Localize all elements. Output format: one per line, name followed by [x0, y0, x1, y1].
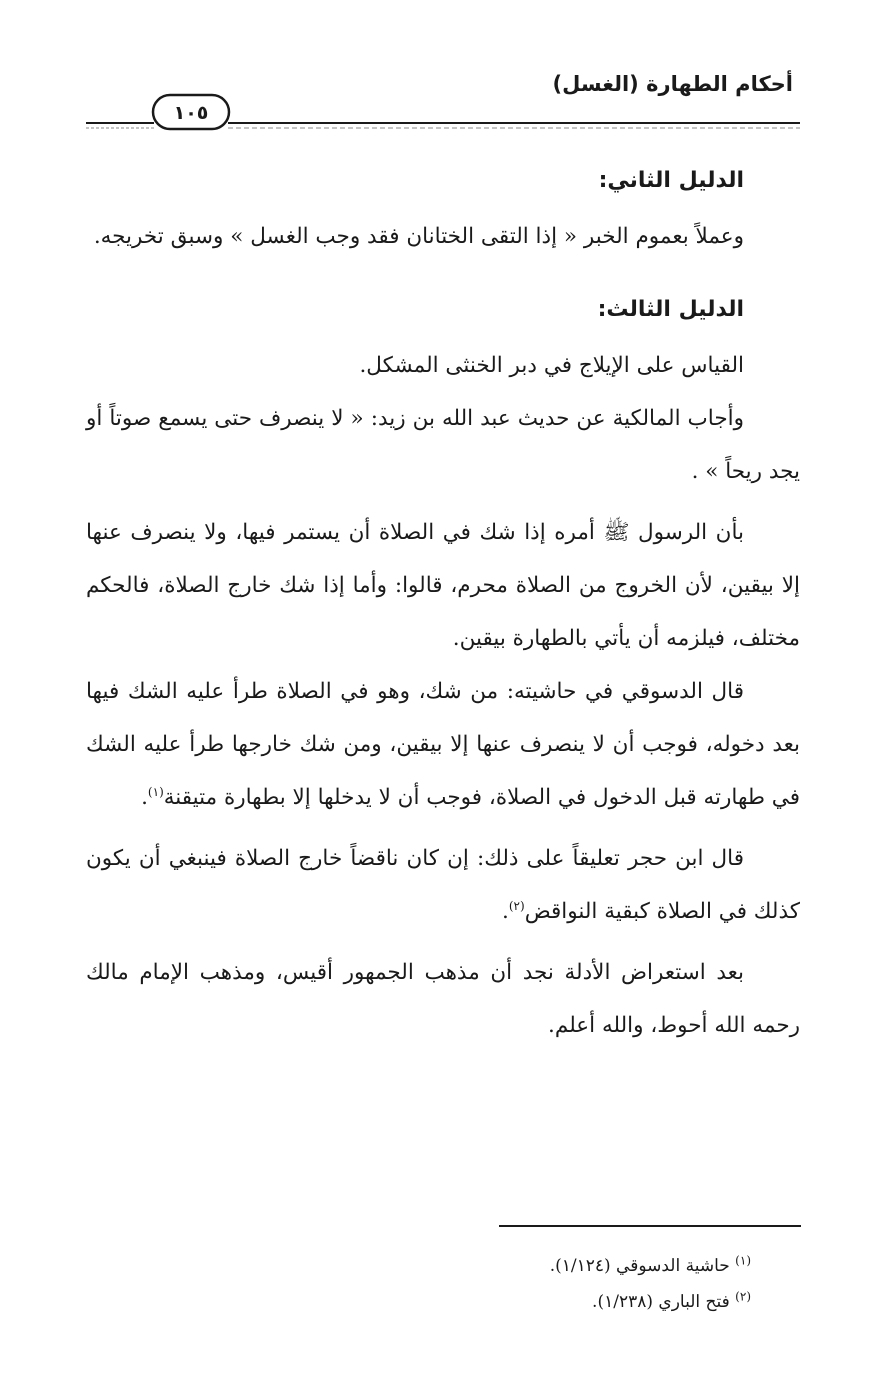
footnote [351, 1248, 751, 1284]
paragraph: القياس على الإيلاج في دبر الخنثى المشكل. [359, 353, 744, 378]
main-text [86, 152, 800, 1052]
paragraph: وأجاب المالكية عن حديث عبد الله بن زيد: « لا ينصرف حتى يسمع صوتاً أو يجد ريحاً » . [86, 406, 800, 484]
heading-second-evidence: الدليل الثاني: [598, 168, 744, 193]
paragraph: بأن الرسول ﷺ أمره إذا شك في الصلاة أن يستمر فيها، ولا ينصرف عنها إلا بيقين، لأن الخروج من الصلاة محرم، قالوا: وأما إذا شك خارج الصلاة، فالحكم مختلف، فيلزمه أن يأتي بالطهارة بيقين. [86, 520, 800, 651]
paragraph: بعد استعراض الأدلة نجد أن مذهب الجمهور أقيس، ومذهب الإمام مالك رحمه الله أحوط، والله أعلم. [86, 960, 800, 1038]
footnote-marker: (٢) [735, 1289, 751, 1304]
footnote [351, 1284, 751, 1320]
paragraph: قال الدسوقي في حاشيته: من شك، وهو في الصلاة طرأ عليه الشك فيها بعد دخوله، فوجب أن لا ينصرف عنها إلا بيقين، ومن شك خارجها طرأ عليه الشك في طهارته قبل الدخول في الصلاة، فوجب أن لا يدخلها إلا بطهارة متيقنة$^{(١)}$. [86, 679, 800, 810]
footnote-marker: (١) [735, 1253, 751, 1268]
heading-third-evidence: الدليل الثالث: [597, 297, 744, 322]
footnote-text: فتح الباري (١/٢٣٨). [592, 1292, 730, 1312]
footnotes [351, 1248, 751, 1320]
footnote-text: حاشية الدسوقي (١/١٢٤). [549, 1256, 730, 1276]
footnote-ref[interactable]: (٢) [508, 898, 525, 913]
running-title: أحكام الطهارة (الغسل) [552, 72, 793, 96]
footnote-separator [499, 1225, 801, 1227]
paragraph-text: قال ابن حجر تعليقاً على ذلك: إن كان ناقضاً خارج الصلاة فينبغي أن يكون كذلك في الصلاة كبقية النواقض [86, 846, 800, 924]
page-number: ١٠٥ [173, 102, 209, 124]
footnote-ref[interactable]: (١) [147, 784, 164, 799]
paragraph: قال ابن حجر تعليقاً على ذلك: إن كان ناقضاً خارج الصلاة فينبغي أن يكون كذلك في الصلاة كبقية النواقض$^{(٢)}$. [86, 846, 800, 924]
paragraph: وعملاً بعموم الخبر « إذا التقى الختانان فقد وجب الغسل » وسبق تخريجه. [93, 224, 744, 249]
paragraph-text: قال الدسوقي في حاشيته: من شك، وهو في الصلاة طرأ عليه الشك فيها بعد دخوله، فوجب أن لا ينصرف عنها إلا بيقين، ومن شك خارجها طرأ عليه الشك في طهارته قبل الدخول في الصلاة، فوجب أن لا يدخلها إلا بطهارة متيقنة [86, 679, 800, 810]
